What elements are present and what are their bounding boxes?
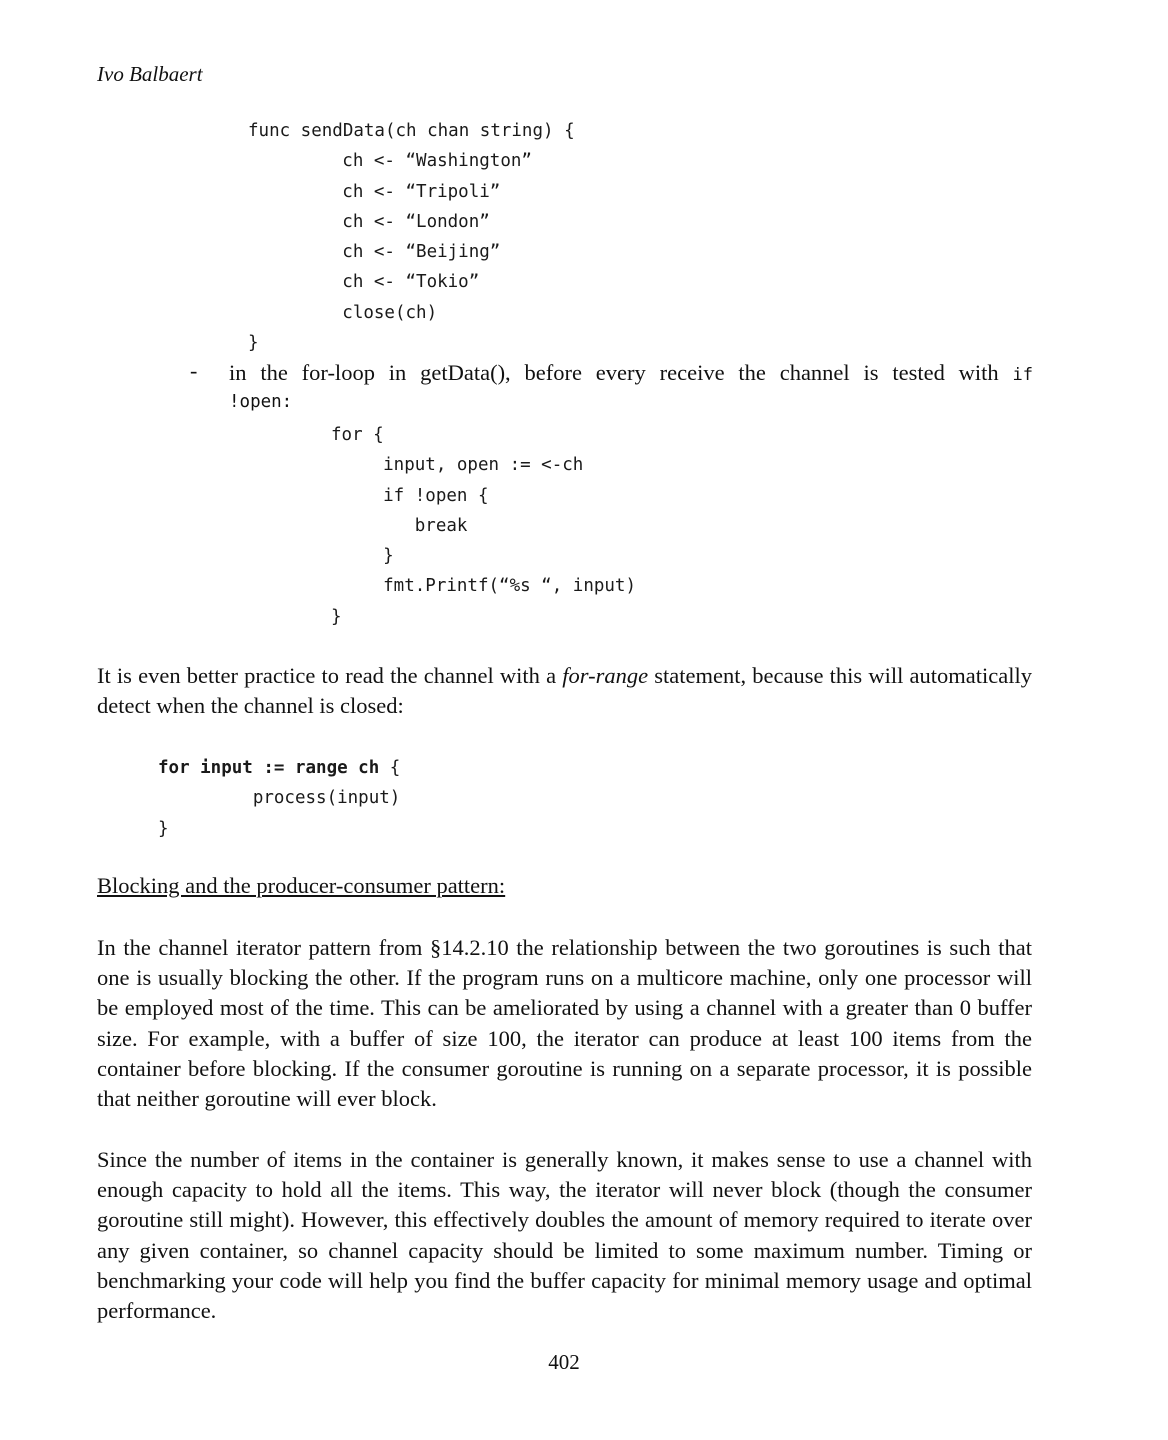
paragraph-1: In the channel iterator pattern from §14.2.10 the relationship between the two goroutines is such that one is usually blocking the other. If the program runs on a multicore machine, only one processor will be employed most of the time. This can be ameliorated by using a channel with a greater than 0 buffer size. For example, with a buffer of size 100, the iterator can produce at least 100 items from the container before blocking. If the consumer goroutine is running on a separate processor, it is possible that neither goroutine will ever block. [97, 935, 1032, 1112]
bullet-marker: - [190, 358, 198, 383]
section-heading: Blocking and the producer-consumer pattern: [97, 873, 506, 898]
code-line: ch <- “Tokio” [258, 272, 480, 293]
code-block-range [158, 753, 400, 844]
paragraph-2: Since the number of items in the container is generally known, it makes sense to use a channel with enough capacity to hold all the items. This way, the iterator will never block (though the consumer goroutine still might). However, this effectively doubles the amount of memory required to iterate over any given container, so channel capacity should be limited to some maximum number. Timing or benchmarking your code will help you find the buffer capacity for minimal memory usage and optimal performance. [97, 1147, 1032, 1324]
emphasis-for-range: for-range [562, 663, 649, 688]
text-span: It is even better practice to read the channel with a [97, 663, 563, 688]
code-line: close(ch) [258, 302, 438, 323]
inline-code-if: if [1012, 365, 1033, 385]
code-line: } [331, 606, 342, 627]
code-block-send-data [248, 116, 575, 358]
bullet-sentence: in the for-loop in getData(), before every receive the channel is tested with [229, 360, 999, 385]
bullet-text [229, 358, 1033, 391]
code-line: for { [331, 425, 384, 445]
code-line: break [341, 515, 468, 536]
text-span: statement, because this will automatically detect when the channel is closed: [97, 663, 1032, 719]
code-line: } [341, 546, 394, 567]
running-header-author: Ivo Balbaert [97, 62, 203, 86]
code-line: } [248, 333, 259, 354]
code-line: func sendData(ch chan string) { [248, 121, 575, 141]
code-line: ch <- “Washington” [258, 151, 532, 172]
code-block-for-loop [331, 420, 636, 632]
code-line: process(input) [158, 788, 401, 809]
code-line: input, open := <-ch [341, 455, 584, 476]
code-line: fmt.Printf(“%s “, input) [341, 576, 637, 597]
code-line: ch <- “Tripoli” [258, 181, 501, 202]
code-line: ch <- “London” [258, 211, 490, 232]
code-line: } [158, 818, 169, 839]
code-line: if !open { [341, 485, 489, 506]
page-number: 402 [548, 1350, 580, 1374]
inline-code-open: !open: [229, 392, 293, 412]
paragraph-for-range [97, 661, 1032, 721]
code-text: { [379, 758, 401, 778]
code-keyword-bold: for input := range ch [158, 758, 380, 778]
code-line [158, 753, 400, 783]
code-line: ch <- “Beijing” [258, 242, 501, 263]
